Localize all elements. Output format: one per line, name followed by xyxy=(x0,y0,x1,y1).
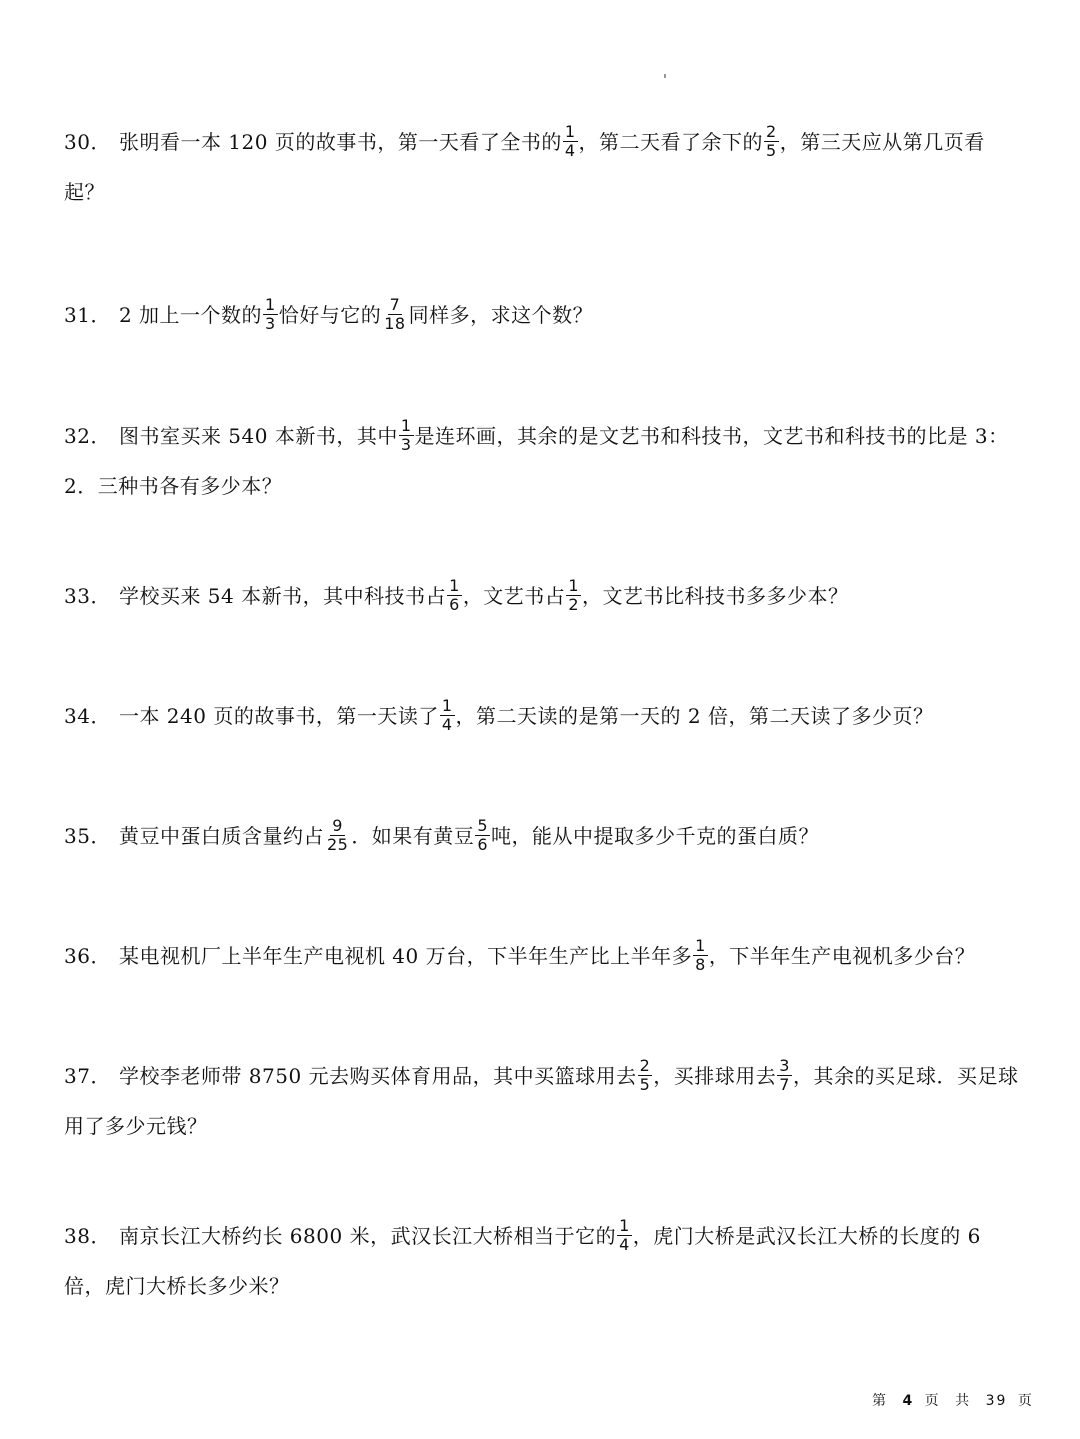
problem-text: ，其余的买足球．买足球用了多少元钱？ xyxy=(64,1064,1019,1138)
fraction xyxy=(475,817,490,854)
problem-38 xyxy=(64,1211,1024,1311)
fraction xyxy=(617,1217,632,1254)
fraction-numerator: 1 xyxy=(400,416,412,435)
footer-total-pages: 39 xyxy=(985,1393,1008,1409)
fraction-denominator: 3 xyxy=(265,314,276,333)
problem-text: 学校买来 54 本新书，其中科技书占 xyxy=(118,584,447,608)
fraction xyxy=(777,1057,792,1094)
footer-page-number: 4 xyxy=(902,1393,915,1409)
problem-number: 37． xyxy=(64,1064,111,1088)
problem-34 xyxy=(64,691,1024,741)
problem-37 xyxy=(64,1051,1024,1151)
footer-suffix: 页 xyxy=(1017,1393,1038,1409)
fraction-denominator: 7 xyxy=(779,1075,790,1094)
fraction xyxy=(563,123,578,160)
problem-33 xyxy=(64,571,1024,621)
problem-text: 2 加上一个数的 xyxy=(118,303,263,327)
problem-30 xyxy=(64,117,1024,217)
fraction-denominator: 4 xyxy=(441,715,453,734)
fraction-numerator: 2 xyxy=(639,1056,651,1075)
problem-text: 一本 240 页的故事书，第一天读了 xyxy=(118,704,439,728)
problem-text: ．如果有黄豆 xyxy=(351,824,475,848)
fraction-denominator: 18 xyxy=(384,314,406,333)
fraction xyxy=(382,296,407,333)
fraction-denominator: 5 xyxy=(639,1075,651,1094)
problem-text: ，虎门大桥是武汉长江大桥的长度的 6 倍，虎门大桥长多少米？ xyxy=(64,1224,981,1298)
problem-text: ，第三天应从第几页看起？ xyxy=(64,130,985,204)
problem-36 xyxy=(64,931,1024,981)
problem-number: 35． xyxy=(64,824,111,848)
problem-text: ，第二天看了余下的 xyxy=(578,130,764,154)
problem-text: 黄豆中蛋白质含量约占 xyxy=(118,824,324,848)
problem-text: 张明看一本 120 页的故事书，第一天看了全书的 xyxy=(118,130,562,154)
problem-32 xyxy=(64,411,1024,511)
fraction-numerator: 1 xyxy=(695,936,706,955)
fraction xyxy=(566,577,581,614)
fraction-denominator: 5 xyxy=(766,141,777,160)
problem-text: ，文艺书比科技书多多少本？ xyxy=(582,584,849,608)
fraction-denominator: 2 xyxy=(568,595,579,614)
fraction xyxy=(440,697,455,734)
fraction-numerator: 1 xyxy=(564,122,576,141)
fraction-numerator: 1 xyxy=(441,696,453,715)
problem-text: ，第二天读的是第一天的 2 倍，第二天读了多少页？ xyxy=(455,704,934,728)
problem-number: 38． xyxy=(64,1224,111,1248)
scan-mark xyxy=(664,74,666,78)
fraction-numerator: 2 xyxy=(766,122,777,141)
fraction xyxy=(263,296,278,333)
problem-number: 31． xyxy=(64,303,111,327)
fraction xyxy=(638,1057,653,1094)
fraction-numerator: 1 xyxy=(568,576,579,595)
footer-prefix: 第 xyxy=(872,1393,892,1409)
footer-mid: 页 共 xyxy=(924,1393,976,1409)
problem-text: 恰好与它的 xyxy=(278,303,382,327)
fraction-numerator: 7 xyxy=(389,295,401,314)
fraction-denominator: 25 xyxy=(326,835,349,854)
problem-number: 34． xyxy=(64,704,111,728)
fraction-numerator: 1 xyxy=(265,295,276,314)
fraction xyxy=(447,577,462,614)
fraction xyxy=(693,937,708,974)
fraction-denominator: 6 xyxy=(477,835,488,854)
fraction xyxy=(325,817,350,854)
fraction-numerator: 5 xyxy=(477,816,488,835)
page-footer xyxy=(872,1390,1038,1410)
fraction-denominator: 6 xyxy=(449,595,460,614)
problem-number: 33． xyxy=(64,584,111,608)
fraction-denominator: 4 xyxy=(564,141,576,160)
problem-text: 图书室买来 540 本新书，其中 xyxy=(118,424,398,448)
problem-31 xyxy=(64,290,1024,340)
fraction-denominator: 4 xyxy=(619,1235,630,1254)
problem-text: ，下半年生产电视机多少台？ xyxy=(708,944,976,968)
problem-text: 吨，能从中提取多少千克的蛋白质？ xyxy=(491,824,819,848)
problem-text: ，文艺书占 xyxy=(462,584,566,608)
fraction xyxy=(399,417,414,454)
fraction-numerator: 3 xyxy=(779,1056,790,1075)
problem-text: 某电视机厂上半年生产电视机 40 万台，下半年生产比上半年多 xyxy=(118,944,693,968)
fraction-numerator: 1 xyxy=(619,1216,630,1235)
problem-number: 32． xyxy=(64,424,111,448)
problem-text: ，买排球用去 xyxy=(653,1064,777,1088)
problem-35 xyxy=(64,811,1024,861)
fraction xyxy=(764,123,779,160)
problem-text: 学校李老师带 8750 元去购买体育用品，其中买篮球用去 xyxy=(118,1064,637,1088)
fraction-denominator: 8 xyxy=(695,955,706,974)
problem-number: 30． xyxy=(64,130,111,154)
fraction-numerator: 1 xyxy=(449,576,460,595)
problem-number: 36． xyxy=(64,944,111,968)
fraction-denominator: 3 xyxy=(400,435,412,454)
problem-text: 南京长江大桥约长 6800 米，武汉长江大桥相当于它的 xyxy=(118,1224,617,1248)
problem-text: 是连环画，其余的是文艺书和科技书，文艺书和科技书的比是 3：2．三种书各有多少本？ xyxy=(64,424,1009,498)
fraction-numerator: 9 xyxy=(332,816,343,835)
problem-text: 同样多，求这个数？ xyxy=(408,303,594,327)
